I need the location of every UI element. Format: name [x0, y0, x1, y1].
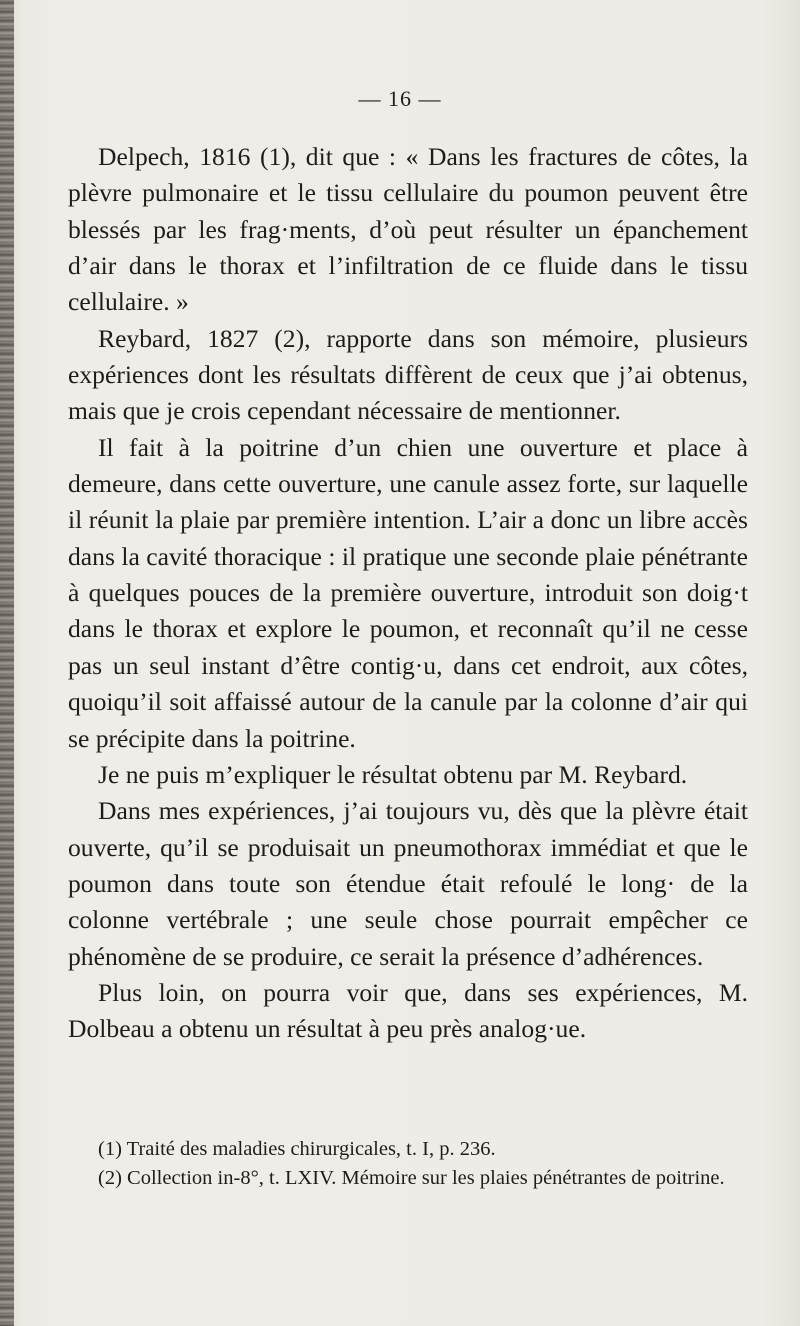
paragraph-explanation: Je ne puis m’expliquer le résultat obtenu par M. Reybard. — [98, 759, 688, 789]
paragraph-dolbeau: Plus loin, on pourra voir que, dans ses expériences, M. Dolbeau a obtenu un résultat à peu près analog·ue. — [68, 977, 748, 1044]
page-binding-edge — [0, 0, 14, 1326]
footnote-2: (2) Collection in-8°, t. LXIV. Mémoire sur les plaies pénétrantes de poitrine. — [98, 1167, 725, 1189]
body-text — [68, 139, 748, 1048]
paragraph-reybard: Reybard, 1827 (2), rapporte dans son mémoire, plusieurs expériences dont les résultats diffèrent de ceux que j’ai obtenus, mais que je crois cependant nécessaire de mentionner. — [68, 323, 748, 426]
footnote-1: (1) Traité des maladies chirurgicales, t. I, p. 236. — [98, 1138, 496, 1160]
footnotes — [68, 1135, 748, 1193]
page-number: — 16 — — [358, 86, 442, 111]
paragraph-experiment: Il fait à la poitrine d’un chien une ouverture et place à demeure, dans cette ouverture, une canule assez forte, sur laquelle il réunit la plaie par première intention. L’air a donc un libre accès dans la cavité thoracique : il pratique une seconde plaie pénétrante à quelques pouces de la première ouverture, introduit son doig·t dans le thorax et explore le poumon, et reconnaît qu’il ne cesse pas un seul instant d’être contig·u, dans cet endroit, aux côtes, quoiqu’il soit affaissé autour de la canule par la colonne d’air qui se précipite dans la poitrine. — [68, 432, 748, 753]
paragraph-own-experiments: Dans mes expériences, j’ai toujours vu, dès que la plèvre était ouverte, qu’il se produisait un pneumothorax immédiat et que le poumon dans toute son étendue était refoulé le long· de la colonne vertébrale ; une seule chose pourrait empêcher ce phénomène de se produire, ce serait la présence d’adhérences. — [68, 796, 748, 971]
paragraph-delpech: Delpech, 1816 (1), dit que : « Dans les fractures de côtes, la plèvre pulmonaire et le tissu cellulaire du poumon peuvent être blessés par les frag·ments, d’où peut résulter un épanchement d’air dans le thorax et l’infiltration de ce fluide dans le tissu cellulaire. » — [68, 142, 748, 317]
